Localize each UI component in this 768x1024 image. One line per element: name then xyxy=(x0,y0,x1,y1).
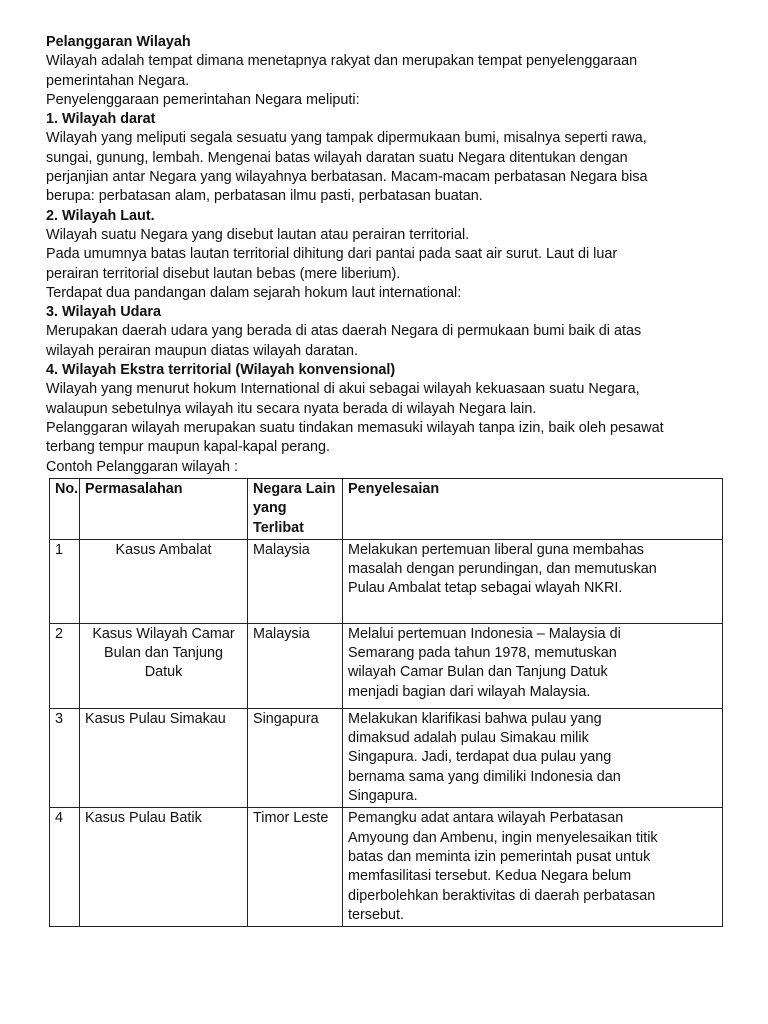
header-resolution: Penyelesaian xyxy=(343,479,723,540)
section-heading: 2. Wilayah Laut. xyxy=(46,207,155,224)
header-country: Negara Lain yang Terlibat xyxy=(248,479,343,540)
header-problem: Permasalahan xyxy=(80,479,248,540)
text-line: perairan territorial disebut lautan bebas (mere liberium). xyxy=(46,265,401,282)
text-line: Wilayah yang meliputi segala sesuatu yang tampak dipermukaan bumi, misalnya seperti rawa, xyxy=(46,130,647,147)
row-number: 3 xyxy=(50,708,80,807)
row-number: 2 xyxy=(50,623,80,708)
section-heading: Pelanggaran Wilayah xyxy=(46,34,191,50)
text-line: berupa: perbatasan alam, perbatasan ilmu pasti, perbatasan buatan. xyxy=(46,188,483,205)
row-problem: Kasus Wilayah Camar Bulan dan Tanjung Datuk xyxy=(80,623,248,708)
text-line: walaupun sebetulnya wilayah itu secara nyata berada di wilayah Negara lain. xyxy=(46,400,537,417)
text-line: Terdapat dua pandangan dalam sejarah hokum laut international: xyxy=(46,284,462,301)
row-number: 1 xyxy=(50,539,80,623)
row-resolution: Melakukan pertemuan liberal guna membahas masalah dengan perundingan, dan memutuskan Pulau Ambalat tetap sebagai wlayah NKRI. xyxy=(343,539,723,623)
text-line: wilayah perairan maupun diatas wilayah daratan. xyxy=(46,342,358,359)
table-row xyxy=(50,708,723,807)
violations-table xyxy=(49,478,723,927)
text-line: Pelanggaran wilayah merupakan suatu tindakan memasuki wilayah tanpa izin, baik oleh pesawat xyxy=(46,419,664,436)
table-row xyxy=(50,623,723,708)
text-line: Merupakan daerah udara yang berada di atas daerah Negara di permukaan bumi baik di atas xyxy=(46,323,642,340)
row-problem: Kasus Pulau Simakau xyxy=(80,708,248,807)
row-problem: Kasus Pulau Batik xyxy=(80,808,248,927)
header-no: No. xyxy=(50,479,80,540)
text-line: sungai, gunung, lembah. Mengenai batas wilayah daratan suatu Negara ditentukan dengan xyxy=(46,149,628,166)
row-country: Malaysia xyxy=(248,623,343,708)
row-resolution: Pemangku adat antara wilayah Perbatasan Amyoung dan Ambenu, ingin menyelesaikan titik batas dan meminta izin pemerintah pusat untuk memfasilitasi tersebut. Kedua Negara belum diperbolehkan beraktivitas di daerah perbatasan tersebut. xyxy=(343,808,723,927)
row-problem: Kasus Ambalat xyxy=(80,539,248,623)
text-line: Wilayah adalah tempat dimana menetapnya rakyat dan merupakan tempat penyelenggaraan xyxy=(46,53,638,70)
section-heading: 4. Wilayah Ekstra territorial (Wilayah konvensional) xyxy=(46,362,396,379)
row-resolution: Melalui pertemuan Indonesia – Malaysia di Semarang pada tahun 1978, memutuskan wilayah Camar Bulan dan Tanjung Datuk menjadi bagian dari wilayah Malaysia. xyxy=(343,623,723,708)
text-line: Contoh Pelanggaran wilayah : xyxy=(46,458,239,475)
text-line: perjanjian antar Negara yang wilayahnya berbatasan. Macam-macam perbatasan Negara bisa xyxy=(46,169,648,186)
section-heading: 1. Wilayah darat xyxy=(46,111,156,128)
table-row xyxy=(50,539,723,623)
text-line: Pada umumnya batas lautan territorial dihitung dari pantai pada saat air surut. Laut di luar xyxy=(46,246,618,263)
row-country: Malaysia xyxy=(248,539,343,623)
row-resolution: Melakukan klarifikasi bahwa pulau yang dimaksud adalah pulau Simakau milik Singapura. Jadi, terdapat dua pulau yang bernama sama yang dimiliki Indonesia dan Singapura. xyxy=(343,708,723,807)
document-body xyxy=(46,33,736,477)
text-line: pemerintahan Negara. xyxy=(46,72,190,89)
table-row xyxy=(50,808,723,927)
row-country: Timor Leste xyxy=(248,808,343,927)
section-heading: 3. Wilayah Udara xyxy=(46,304,162,321)
text-line: Penyelenggaraan pemerintahan Negara meliputi: xyxy=(46,91,360,108)
row-number: 4 xyxy=(50,808,80,927)
table-header-row xyxy=(50,479,723,540)
text-line: Wilayah suatu Negara yang disebut lautan atau perairan territorial. xyxy=(46,226,470,243)
text-line: Wilayah yang menurut hokum International di akui sebagai wilayah kekuasaan suatu Negara, xyxy=(46,381,640,398)
text-line: terbang tempur maupun kapal-kapal perang. xyxy=(46,439,330,456)
row-country: Singapura xyxy=(248,708,343,807)
